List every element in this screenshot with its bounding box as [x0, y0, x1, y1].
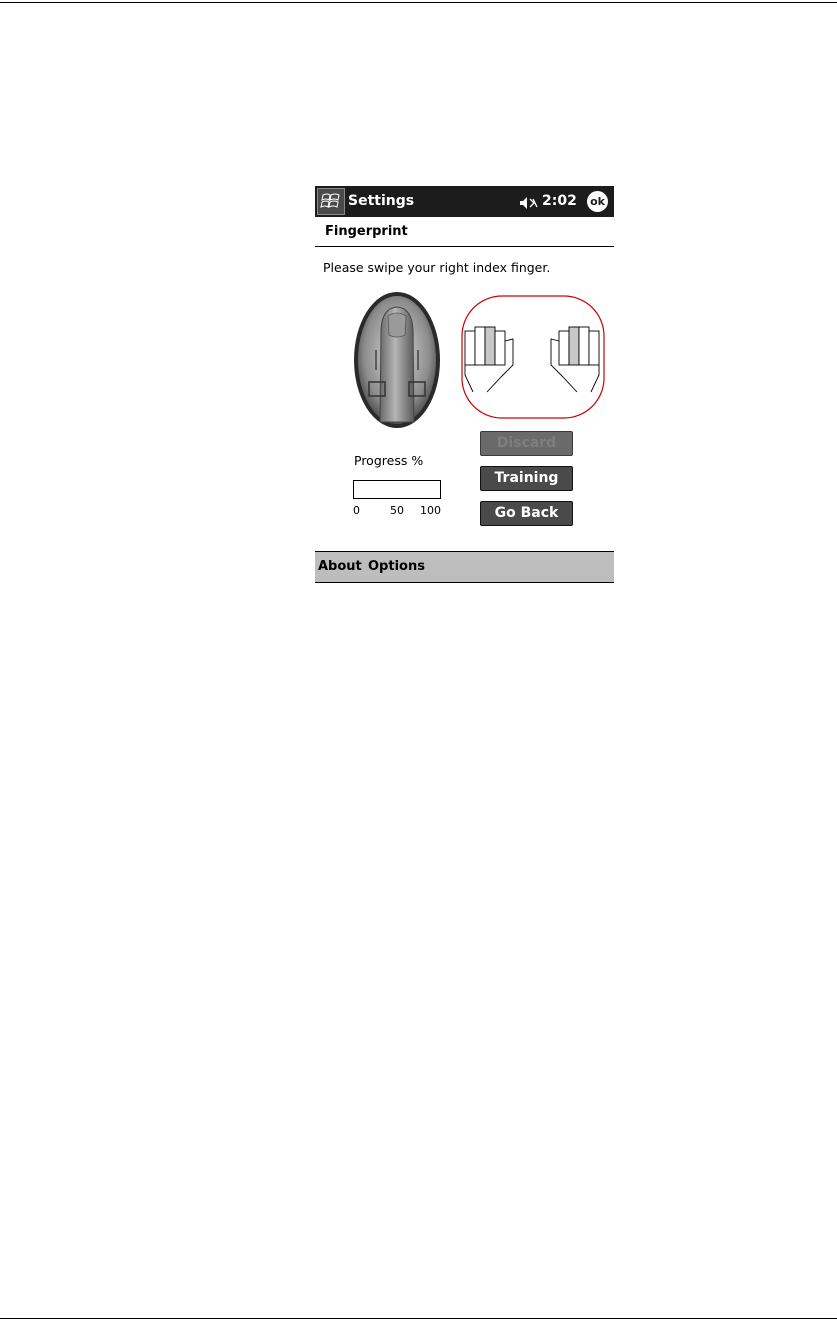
title-bar [315, 186, 614, 217]
page-title: Fingerprint [325, 224, 408, 239]
app-title: Settings [348, 193, 415, 209]
header-divider [315, 246, 614, 247]
pocketpc-screen [315, 186, 614, 583]
progress-bar [353, 480, 441, 499]
left-hand-icon[interactable] [465, 327, 513, 392]
progress-label: Progress % [354, 453, 424, 468]
page-top-rule [0, 2, 837, 3]
progress-tick-0: 0 [353, 504, 360, 517]
hand-finger-selector[interactable] [461, 295, 605, 419]
speaker-muted-icon[interactable] [519, 195, 539, 209]
windows-start-icon[interactable] [317, 188, 345, 215]
clock[interactable]: 2:02 [542, 193, 577, 209]
training-button[interactable]: Training [480, 466, 573, 491]
ok-button[interactable]: ok [587, 191, 608, 212]
instruction-text: Please swipe your right index finger. [323, 260, 551, 275]
menu-about[interactable]: About [318, 559, 362, 574]
menu-bar [315, 551, 614, 583]
right-hand-icon[interactable] [551, 327, 599, 392]
progress-tick-100: 100 [420, 504, 441, 517]
page-bottom-rule [0, 1318, 837, 1319]
progress-tick-50: 50 [390, 504, 404, 517]
go-back-button[interactable]: Go Back [480, 501, 573, 526]
discard-button[interactable]: Discard [480, 431, 573, 456]
menu-options[interactable]: Options [368, 559, 425, 574]
finger-swipe-image [352, 290, 442, 430]
